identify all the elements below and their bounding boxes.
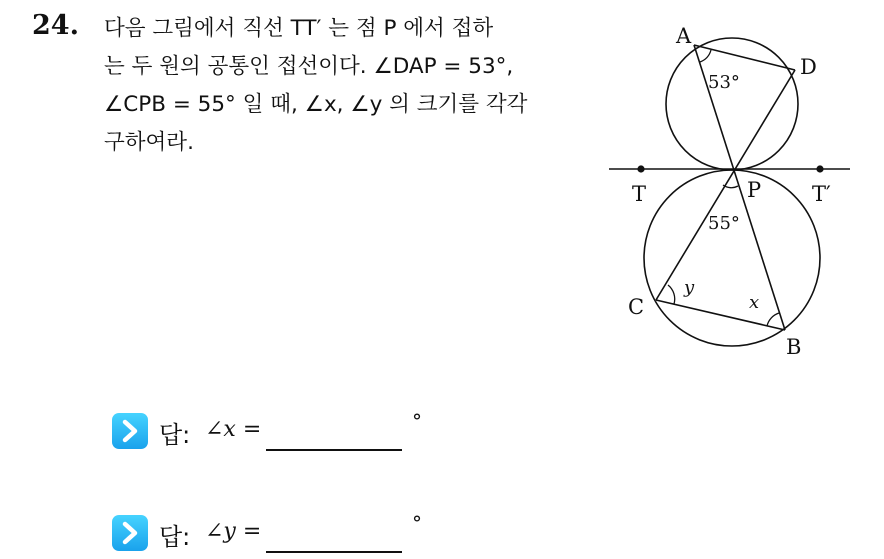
label-D: D [800, 55, 817, 79]
question-line-4: 구하여라. [104, 130, 194, 155]
upper-circle [666, 38, 798, 170]
label-angle-55: 55° [708, 213, 740, 234]
label-T: T [632, 182, 647, 206]
question-number: 24. [32, 10, 79, 41]
question-line-3: ∠CPB = 55° 일 때, ∠x, ∠y 의 크기를 각각 [104, 92, 528, 117]
degree-unit: ° [412, 511, 422, 535]
point-T-prime [816, 165, 823, 172]
label-T-prime: T′ [812, 182, 831, 206]
label-angle-53: 53° [708, 72, 740, 93]
geometry-figure [600, 0, 860, 370]
segment-D-to-C [656, 70, 795, 300]
label-y: y [684, 277, 695, 298]
degree-unit: ° [412, 409, 422, 433]
angle-arc-B [767, 313, 779, 326]
question-line-1: 다음 그림에서 직선 TT′ 는 점 P 에서 접하 [104, 16, 494, 41]
angle-arc-C [668, 285, 675, 304]
answer-blank-y[interactable] [266, 551, 402, 553]
label-A: A [676, 24, 692, 48]
chevron-right-icon [112, 413, 148, 449]
label-C: C [628, 295, 645, 319]
chevron-right-icon [112, 515, 148, 551]
answer-label: 답: [159, 523, 191, 551]
answer-expression-x: ∠x = [205, 417, 262, 442]
point-T [637, 165, 644, 172]
label-B: B [786, 335, 802, 359]
question-text [104, 10, 584, 162]
answer-label: 답: [159, 421, 191, 449]
answer-row-x [112, 409, 442, 453]
answer-blank-x[interactable] [266, 449, 402, 451]
question-line-2: 는 두 원의 공통인 접선이다. ∠DAP = 53°, [104, 54, 514, 79]
answer-row-y [112, 511, 442, 555]
answer-expression-y: ∠y = [205, 519, 262, 544]
label-P: P [747, 178, 762, 202]
label-x: x [749, 292, 760, 313]
lower-circle [644, 170, 820, 346]
angle-arc-A [700, 50, 711, 62]
